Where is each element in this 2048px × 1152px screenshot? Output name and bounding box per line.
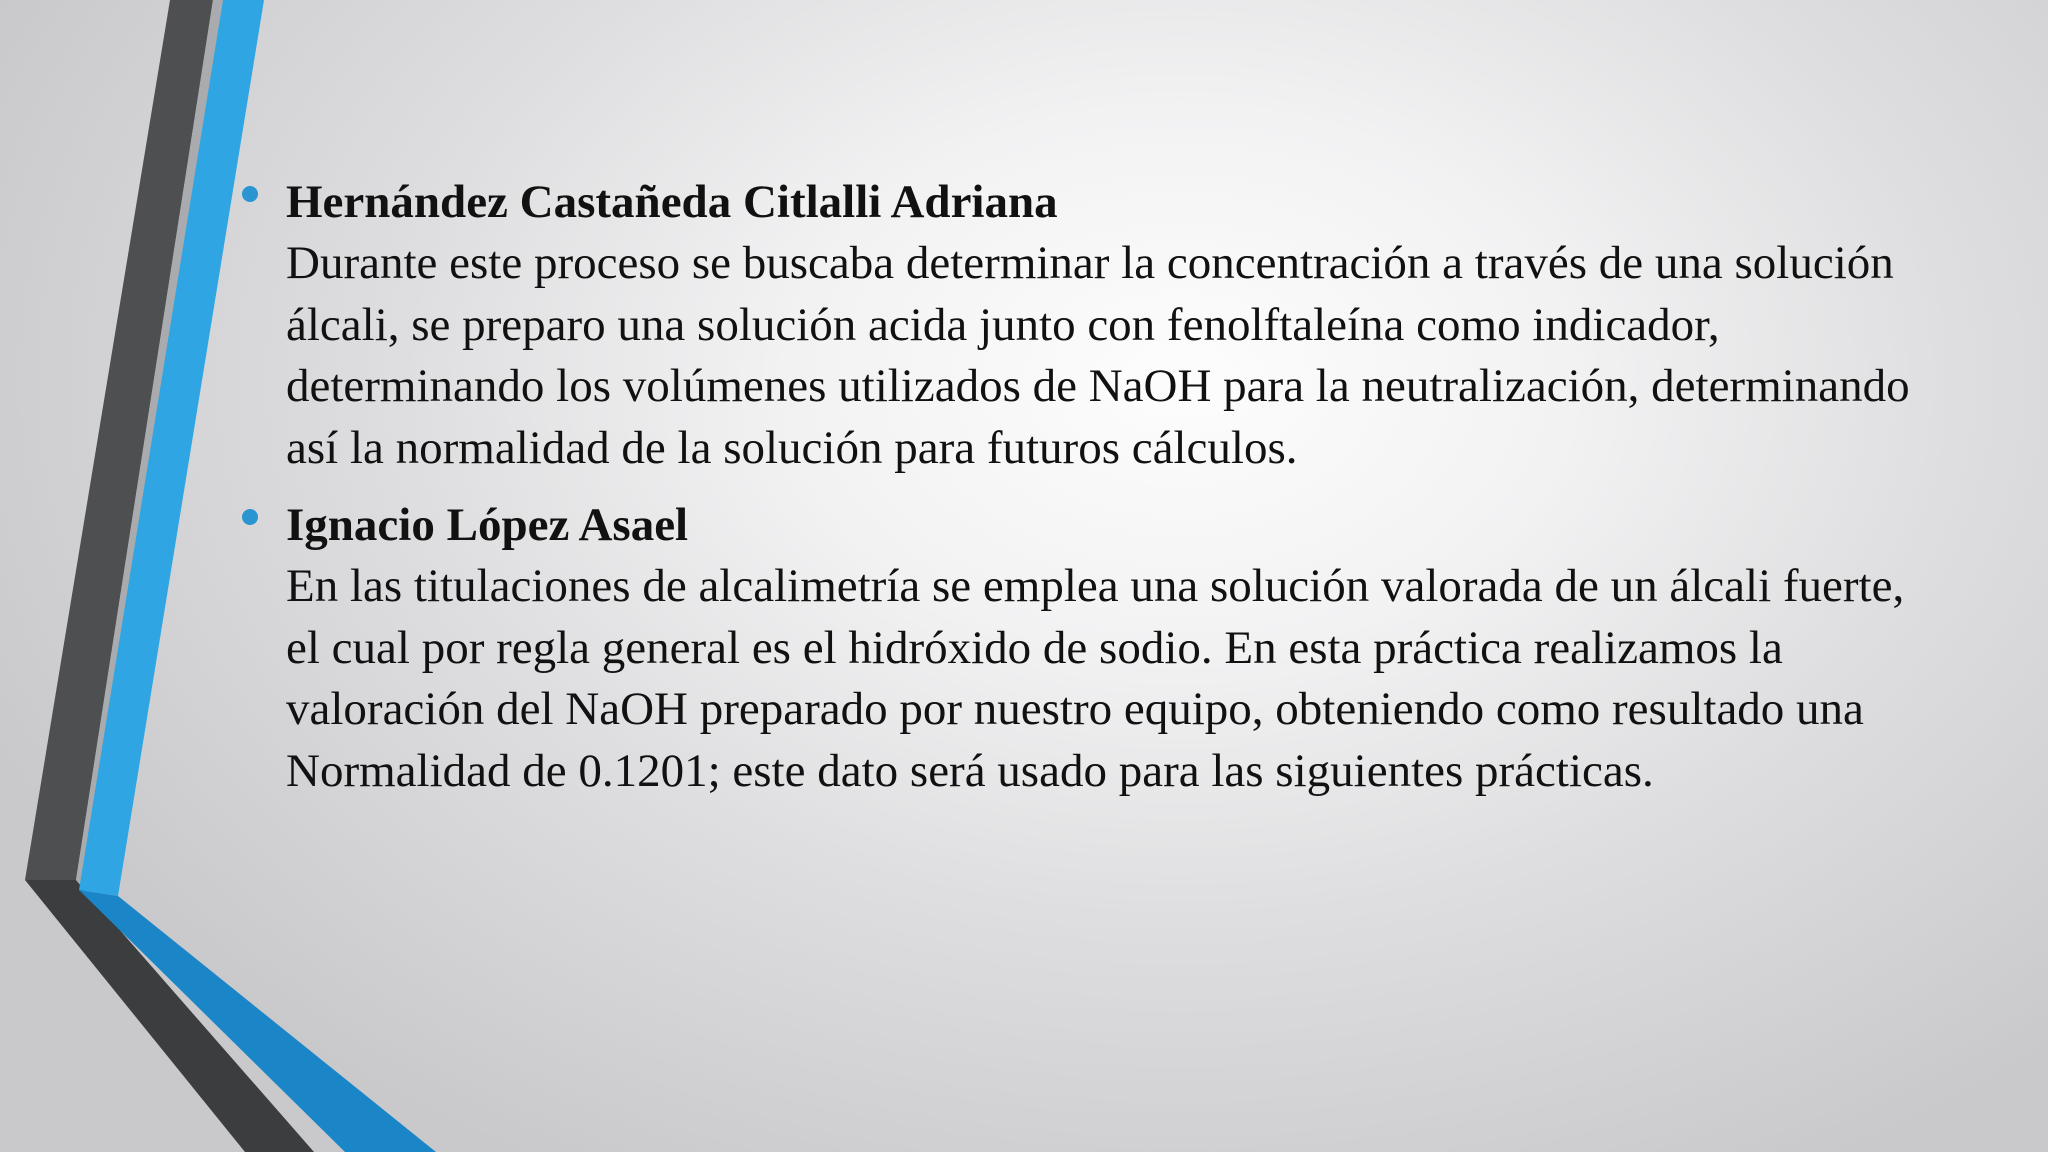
bullet-item-hernandez — [286, 172, 1926, 479]
student-name: Ignacio López Asael — [286, 499, 689, 551]
student-summary: En las titulaciones de alcalimetría se emplea una solución valorada de un álcali fuerte, el cual por regla general es el hidróxido de sodio. En esta práctica realizamos la valoración del NaOH preparado por nuestro equipo, obteniendo como resultado una Normalidad de 0.1201; este dato será usado para las siguientes prácticas. — [286, 560, 1905, 797]
bullet-icon — [242, 186, 258, 202]
bullet-item-ignacio — [286, 495, 1926, 802]
student-name: Hernández Castañeda Citlalli Adriana — [286, 176, 1058, 228]
dark-stripe-lower — [25, 880, 314, 1152]
bullet-icon — [242, 509, 258, 525]
slide-body — [286, 172, 1926, 818]
student-summary: Durante este proceso se buscaba determinar la concentración a través de una solución álcali, se preparo una solución acida junto con fenolftaleína como indicador, determinando los volúmenes utilizados de NaOH para la neutralización, determinando así la normalidad de la solución para futuros cálculos. — [286, 237, 1910, 474]
